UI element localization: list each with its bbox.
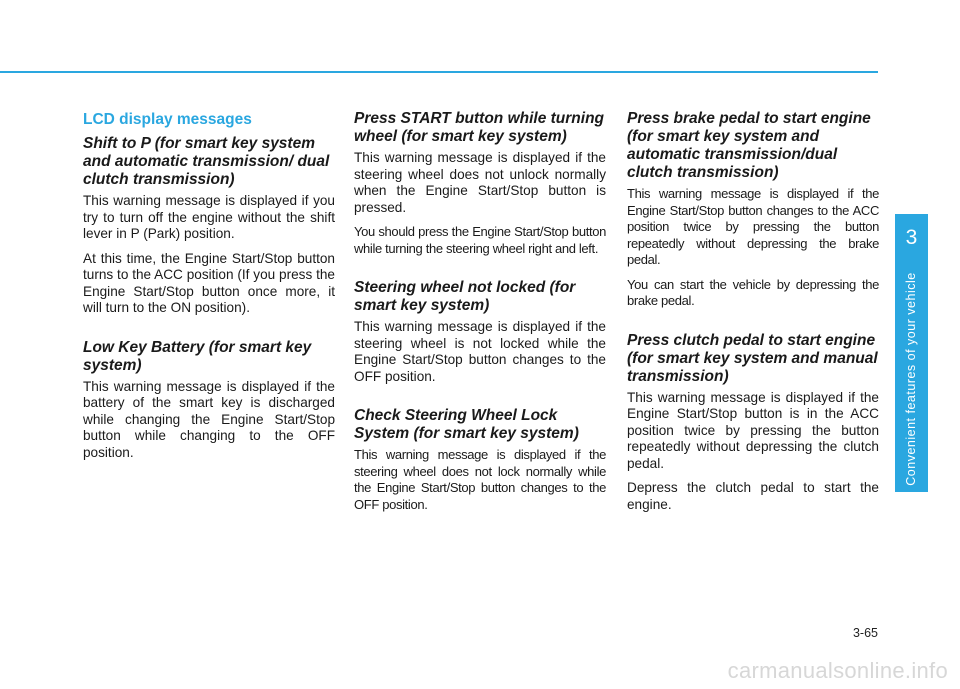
paragraph: At this time, the Engine Start/Stop button turns to the ACC position (If you press the Engine Start/Stop button once more, it will turn to the ON position). — [83, 250, 335, 315]
paragraph: This warning message is displayed if the steering wheel does not lock normally while the Engine Start/Stop button changes to the OFF position. — [354, 447, 606, 512]
paragraph: You should press the Engine Start/Stop button while turning the steering wheel right and left. — [354, 224, 606, 256]
heading-press-brake-pedal: Press brake pedal to start engine (for smart key system and automatic transmission/dual clutch transmission) — [627, 110, 871, 181]
paragraph: This warning message is displayed if the Engine Start/Stop button is in the ACC position twice by pressing the button repeatedly without depressing the clutch pedal. — [627, 389, 879, 471]
paragraph: This warning message is displayed if the battery of the smart key is discharged while changing the Engine Start/Stop button while changing to the OFF position. — [83, 378, 335, 460]
chapter-number: 3 — [905, 226, 918, 249]
page-number: 3-65 — [852, 626, 878, 640]
heading-check-steering-wheel-lock: Check Steering Wheel Lock System (for smart key system) — [354, 407, 579, 442]
header-rule — [0, 71, 878, 73]
column-left — [83, 110, 335, 469]
paragraph: This warning message is displayed if the Engine Start/Stop button changes to the ACC position twice by pressing the button repeatedly without depressing the brake pedal. — [627, 186, 879, 267]
heading-low-key-battery: Low Key Battery (for smart key system) — [83, 338, 312, 374]
heading-steering-wheel-not-locked: Steering wheel not locked (for smart key system) — [354, 279, 576, 314]
paragraph: This warning message is displayed if the steering wheel does not unlock normally when the Engine Start/Stop button is pressed. — [354, 150, 606, 215]
paragraph: Depress the clutch pedal to start the engine. — [627, 480, 879, 512]
chapter-title: Convenient features of your vehicle — [904, 272, 918, 486]
chapter-tab — [895, 214, 928, 492]
paragraph: This warning message is displayed if you try to turn off the engine without the shift lever in P (Park) position. — [83, 193, 335, 241]
paragraph: This warning message is displayed if the steering wheel is not locked while the Engine Start/Stop button changes to the OFF position. — [354, 319, 606, 384]
heading-shift-to-p: Shift to P (for smart key system and automatic transmission/ dual clutch transmission) — [83, 135, 330, 188]
watermark: carmanualsonline.info — [727, 658, 948, 683]
paragraph: You can start the vehicle by depressing the brake pedal. — [627, 276, 879, 308]
heading-press-start-button: Press START button while turning wheel (for smart key system) — [354, 110, 605, 145]
column-right — [627, 110, 879, 521]
column-middle — [354, 110, 606, 521]
heading-press-clutch-pedal: Press clutch pedal to start engine (for smart key system and manual transmission) — [627, 331, 878, 385]
section-title: LCD display messages — [83, 111, 252, 128]
